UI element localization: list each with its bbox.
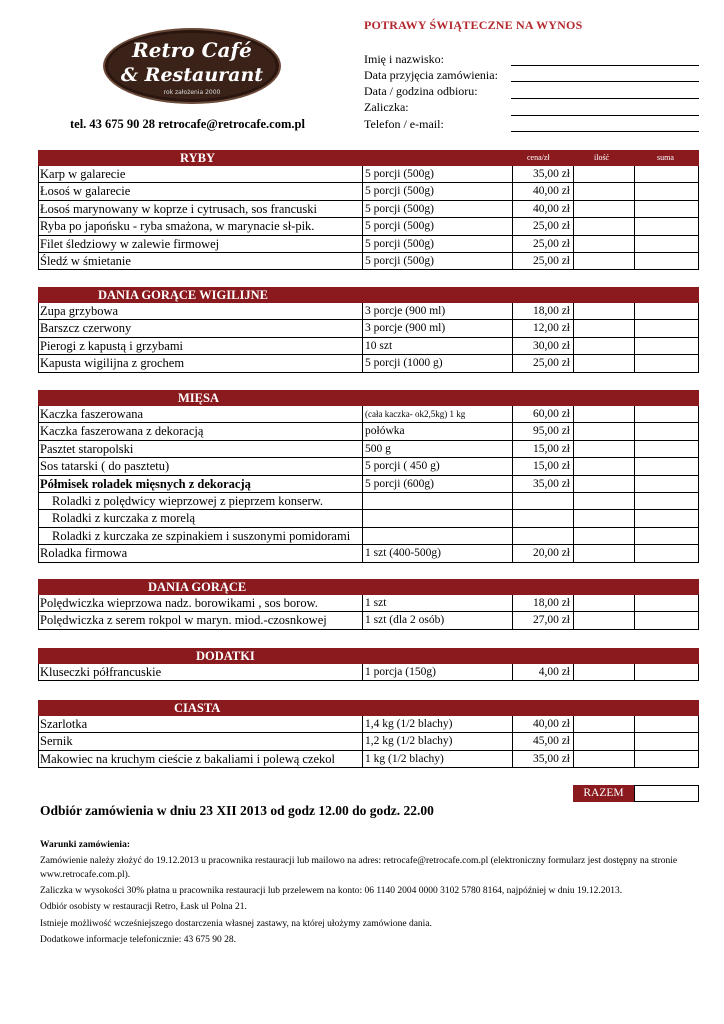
section-2 xyxy=(38,390,699,563)
item-portion: 1,2 kg (1/2 blachy) xyxy=(363,733,513,749)
section-header xyxy=(38,700,699,716)
column-header-cena: cena/zł xyxy=(527,153,550,162)
item-sum[interactable] xyxy=(635,595,699,611)
table-row xyxy=(38,406,699,423)
item-portion: 5 porcji (500g) xyxy=(363,236,513,252)
table-row xyxy=(38,493,699,510)
item-name: Śledź w śmietanie xyxy=(39,253,363,269)
table-row xyxy=(38,733,699,750)
section-title: MIĘSA xyxy=(178,391,219,405)
contact-info: tel. 43 675 90 28 retrocafe@retrocafe.com.pl xyxy=(70,117,305,131)
table-row xyxy=(38,528,699,545)
column-header-ilosc: ilość xyxy=(594,153,610,162)
item-portion: 5 porcji ( 450 g) xyxy=(363,458,513,474)
condition-5: Dodatkowe informacje telefonicznie: 43 675 90 28. xyxy=(40,935,237,945)
item-quantity[interactable] xyxy=(574,716,635,732)
table-row xyxy=(38,510,699,527)
section-title: DANIA GORĄCE WIGILIJNE xyxy=(98,288,268,302)
item-sum[interactable] xyxy=(635,406,699,422)
item-sum[interactable] xyxy=(635,183,699,199)
item-quantity[interactable] xyxy=(574,441,635,457)
table-row xyxy=(38,595,699,612)
section-header xyxy=(38,287,699,303)
item-sum[interactable] xyxy=(635,441,699,457)
item-quantity[interactable] xyxy=(574,528,635,544)
item-sum[interactable] xyxy=(635,612,699,628)
section-header xyxy=(38,390,699,406)
item-sum[interactable] xyxy=(635,716,699,732)
item-quantity[interactable] xyxy=(574,201,635,217)
conditions-title: Warunki zamówienia: xyxy=(40,840,130,850)
table-row xyxy=(38,441,699,458)
item-name: Barszcz czerwony xyxy=(39,320,363,336)
item-price: 35,00 zł xyxy=(513,476,574,492)
item-sum[interactable] xyxy=(635,218,699,234)
form-line-phone[interactable] xyxy=(511,131,699,132)
table-row xyxy=(38,183,699,200)
table-row xyxy=(38,236,699,253)
item-quantity[interactable] xyxy=(574,253,635,269)
table-row xyxy=(38,751,699,768)
item-price: 95,00 zł xyxy=(513,423,574,439)
condition-2: Zaliczka w wysokości 30% płatna u pracownika restauracji lub przelewem na konto: 06 1140 2004 0000 3102 5780 8164, najpóźniej w dniu 19.12.2013. xyxy=(40,886,623,896)
condition-1: Zamówienie należy złożyć do 19.12.2013 u pracownika restauracji lub mailowo na adres: retrocafe@retrocafe.com.pl (elektroniczny formularz jest dostępny na stronie www.retrocafe.com.pl). xyxy=(40,856,678,880)
section-title: CIASTA xyxy=(174,701,221,715)
item-sum[interactable] xyxy=(635,253,699,269)
item-name: Pierogi z kapustą i grzybami xyxy=(39,338,363,354)
item-portion: 5 porcji (500g) xyxy=(363,183,513,199)
item-quantity[interactable] xyxy=(574,236,635,252)
item-quantity[interactable] xyxy=(574,458,635,474)
item-quantity[interactable] xyxy=(574,751,635,767)
item-portion: 1 kg (1/2 blachy) xyxy=(363,751,513,767)
item-name: Makowiec na kruchym cieście z bakaliami i polewą czekol xyxy=(39,751,363,767)
table-row xyxy=(38,201,699,218)
item-price xyxy=(513,510,574,526)
table-row xyxy=(38,716,699,733)
item-name: Roladki z kurczaka z morelą xyxy=(39,510,363,526)
item-name: Łosoś w galarecie xyxy=(39,183,363,199)
item-portion: 5 porcji (500g) xyxy=(363,218,513,234)
item-sum[interactable] xyxy=(635,545,699,561)
item-quantity[interactable] xyxy=(574,476,635,492)
section-5 xyxy=(38,700,699,768)
item-portion: 1 szt (dla 2 osób) xyxy=(363,612,513,628)
item-sum[interactable] xyxy=(635,303,699,319)
item-price: 20,00 zł xyxy=(513,545,574,561)
item-price: 4,00 zł xyxy=(513,664,574,680)
item-sum[interactable] xyxy=(635,320,699,336)
table-row xyxy=(38,664,699,681)
item-quantity[interactable] xyxy=(574,166,635,182)
item-portion: 3 porcje (900 ml) xyxy=(363,303,513,319)
item-name: Kaczka faszerowana z dekoracją xyxy=(39,423,363,439)
item-name: Zupa grzybowa xyxy=(39,303,363,319)
table-row xyxy=(38,218,699,235)
item-price: 40,00 zł xyxy=(513,716,574,732)
item-portion: 5 porcji (500g) xyxy=(363,166,513,182)
form-line-order-date[interactable] xyxy=(511,81,699,82)
item-sum[interactable] xyxy=(635,510,699,526)
item-portion: 10 szt xyxy=(363,338,513,354)
item-name: Szarlotka xyxy=(39,716,363,732)
form-label-order-date: Data przyjęcia zamówienia: xyxy=(364,68,498,82)
item-sum[interactable] xyxy=(635,751,699,767)
form-line-deposit[interactable] xyxy=(511,115,699,116)
table-row xyxy=(38,545,699,562)
item-price: 18,00 zł xyxy=(513,595,574,611)
form-label-deposit: Zaliczka: xyxy=(364,100,409,114)
item-name: Kapusta wigilijna z grochem xyxy=(39,355,363,371)
item-name: Półmisek roladek mięsnych z dekoracją xyxy=(39,476,363,492)
item-quantity[interactable] xyxy=(574,423,635,439)
table-row xyxy=(38,303,699,320)
item-price: 40,00 zł xyxy=(513,201,574,217)
item-quantity[interactable] xyxy=(574,510,635,526)
total-field[interactable] xyxy=(634,785,699,802)
section-1 xyxy=(38,287,699,373)
item-name: Łosoś marynowany w koprze i cytrusach, sos francuski xyxy=(39,201,363,217)
section-3 xyxy=(38,579,699,630)
item-price: 25,00 zł xyxy=(513,236,574,252)
form-label-pickup: Data / godzina odbioru: xyxy=(364,84,478,98)
page-title: POTRAWY ŚWIĄTECZNE NA WYNOS xyxy=(364,18,583,32)
section-0 xyxy=(38,150,699,270)
item-name: Karp w galarecie xyxy=(39,166,363,182)
table-row xyxy=(38,320,699,337)
section-header xyxy=(38,579,699,595)
item-sum[interactable] xyxy=(635,338,699,354)
item-portion xyxy=(363,510,513,526)
item-quantity[interactable] xyxy=(574,612,635,628)
item-sum[interactable] xyxy=(635,733,699,749)
item-name: Roladka firmowa xyxy=(39,545,363,561)
item-quantity[interactable] xyxy=(574,595,635,611)
item-name: Ryba po japońsku - ryba smażona, w marynacie sł-pik. xyxy=(39,218,363,234)
item-quantity[interactable] xyxy=(574,338,635,354)
item-sum[interactable] xyxy=(635,355,699,371)
item-portion: 5 porcji (1000 g) xyxy=(363,355,513,371)
item-price: 25,00 zł xyxy=(513,253,574,269)
item-name: Kluseczki półfrancuskie xyxy=(39,664,363,680)
form-line-name[interactable] xyxy=(511,65,699,66)
item-sum[interactable] xyxy=(635,236,699,252)
item-portion: 1,4 kg (1/2 blachy) xyxy=(363,716,513,732)
item-quantity[interactable] xyxy=(574,545,635,561)
item-quantity[interactable] xyxy=(574,218,635,234)
item-portion xyxy=(363,528,513,544)
item-quantity[interactable] xyxy=(574,320,635,336)
item-portion: 1 szt xyxy=(363,595,513,611)
pickup-notice: Odbiór zamówienia w dniu 23 XII 2013 od godz 12.00 do godz. 22.00 xyxy=(40,803,434,818)
item-portion: połówka xyxy=(363,423,513,439)
condition-4: Istnieje możliwość wcześniejszego dostarczenia własnej zastawy, na której ułożymy zamówione dania. xyxy=(40,919,432,929)
item-sum[interactable] xyxy=(635,423,699,439)
item-quantity[interactable] xyxy=(574,733,635,749)
section-4 xyxy=(38,648,699,681)
item-name: Polędwiczka z serem rokpol w maryn. miod.-czosnkowej xyxy=(39,612,363,628)
form-label-phone: Telefon / e-mail: xyxy=(364,117,444,131)
table-row xyxy=(38,166,699,183)
form-line-pickup[interactable] xyxy=(511,98,699,99)
item-sum[interactable] xyxy=(635,664,699,680)
table-row xyxy=(38,253,699,270)
item-name: Roladki z polędwicy wieprzowej z pieprzem konserw. xyxy=(39,493,363,509)
section-title: RYBY xyxy=(180,151,215,165)
item-sum[interactable] xyxy=(635,493,699,509)
table-row xyxy=(38,612,699,629)
item-name: Roladki z kurczaka ze szpinakiem i suszonymi pomidorami xyxy=(39,528,363,544)
item-name: Sernik xyxy=(39,733,363,749)
restaurant-logo xyxy=(103,28,281,104)
item-portion: 5 porcji (500g) xyxy=(363,253,513,269)
item-quantity[interactable] xyxy=(574,355,635,371)
item-price: 12,00 zł xyxy=(513,320,574,336)
item-price xyxy=(513,528,574,544)
logo-line-2: & Restaurant xyxy=(120,64,264,86)
item-price: 27,00 zł xyxy=(513,612,574,628)
item-sum[interactable] xyxy=(635,458,699,474)
section-header xyxy=(38,150,699,166)
item-portion: 1 szt (400-500g) xyxy=(363,545,513,561)
item-portion: 3 porcje (900 ml) xyxy=(363,320,513,336)
item-name: Pasztet staropolski xyxy=(39,441,363,457)
item-price: 15,00 zł xyxy=(513,458,574,474)
item-price: 35,00 zł xyxy=(513,166,574,182)
item-sum[interactable] xyxy=(635,201,699,217)
section-title: DANIA GORĄCE xyxy=(148,580,247,594)
item-portion: 5 porcji (500g) xyxy=(363,201,513,217)
item-portion xyxy=(363,493,513,509)
item-name: Sos tatarski ( do pasztetu) xyxy=(39,458,363,474)
total-label: RAZEM xyxy=(573,785,634,802)
item-price: 25,00 zł xyxy=(513,218,574,234)
form-label-name: Imię i nazwisko: xyxy=(364,52,444,66)
item-sum[interactable] xyxy=(635,166,699,182)
table-row xyxy=(38,423,699,440)
item-portion: 1 porcja (150g) xyxy=(363,664,513,680)
item-price: 25,00 zł xyxy=(513,355,574,371)
column-header-suma: suma xyxy=(657,153,674,162)
item-price: 35,00 zł xyxy=(513,751,574,767)
item-portion: 5 porcji (600g) xyxy=(363,476,513,492)
item-quantity[interactable] xyxy=(574,183,635,199)
section-title: DODATKI xyxy=(196,649,255,663)
condition-3: Odbiór osobisty w restauracji Retro, Łask ul Polna 21. xyxy=(40,902,247,912)
item-portion: (cała kaczka- ok2,5kg) 1 kg xyxy=(363,406,513,422)
item-price: 45,00 zł xyxy=(513,733,574,749)
item-quantity[interactable] xyxy=(574,493,635,509)
item-price: 15,00 zł xyxy=(513,441,574,457)
item-price xyxy=(513,493,574,509)
logo-line-1: Retro Café xyxy=(132,38,252,62)
item-sum[interactable] xyxy=(635,528,699,544)
table-row xyxy=(38,458,699,475)
item-name: Polędwiczka wieprzowa nadz. borowikami , sos borow. xyxy=(39,595,363,611)
item-price: 60,00 zł xyxy=(513,406,574,422)
item-sum[interactable] xyxy=(635,476,699,492)
item-quantity[interactable] xyxy=(574,664,635,680)
item-price: 40,00 zł xyxy=(513,183,574,199)
table-row xyxy=(38,338,699,355)
item-name: Filet śledziowy w zalewie firmowej xyxy=(39,236,363,252)
item-price: 30,00 zł xyxy=(513,338,574,354)
item-name: Kaczka faszerowana xyxy=(39,406,363,422)
table-row xyxy=(38,476,699,493)
section-header xyxy=(38,648,699,664)
item-portion: 500 g xyxy=(363,441,513,457)
item-quantity[interactable] xyxy=(574,303,635,319)
item-price: 18,00 zł xyxy=(513,303,574,319)
item-quantity[interactable] xyxy=(574,406,635,422)
table-row xyxy=(38,355,699,372)
logo-line-3: rok założenia 2000 xyxy=(163,89,221,96)
